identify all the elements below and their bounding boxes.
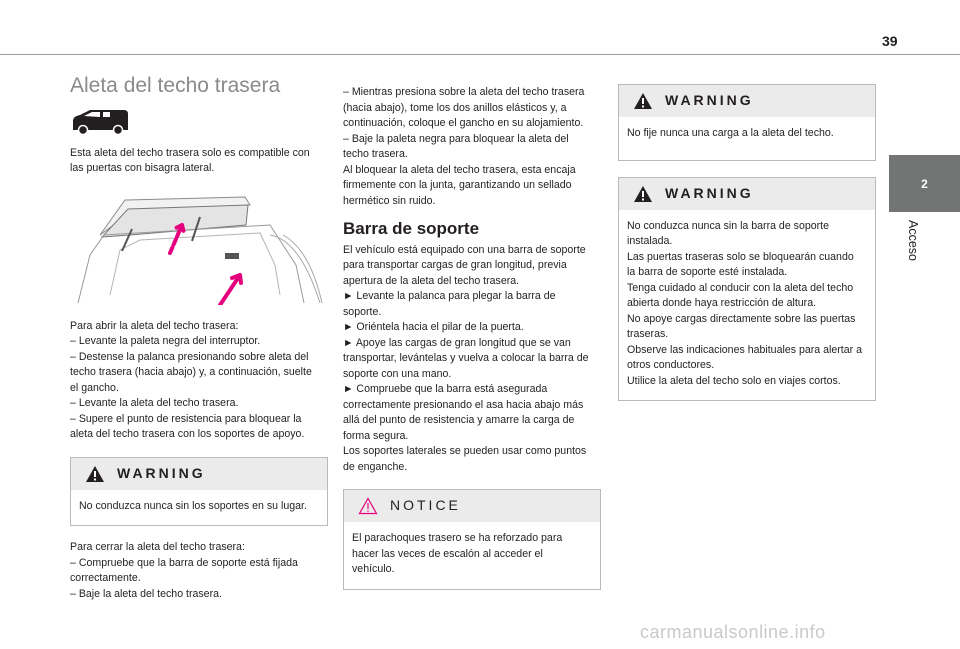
warning-body <box>619 210 875 401</box>
open-step-line: – Levante la paleta negra del interruptor. <box>70 335 261 347</box>
warning-text: No conduzca nunca sin la barra de soporte <box>627 219 829 232</box>
text-line: soporte con una mano. <box>343 367 452 380</box>
warning-label: WARNING <box>117 464 206 481</box>
warning-text: No fije nunca una carga a la aleta del techo. <box>627 127 834 139</box>
roof-flap-illustration <box>70 195 328 305</box>
notice-body <box>344 522 600 589</box>
warning-box <box>618 84 876 161</box>
chapter-tab-title: Acceso <box>906 220 920 261</box>
warning-header <box>619 178 875 210</box>
text-line: (hacia abajo), tome los dos anillos elásticos y, a <box>343 101 567 114</box>
close-step-line: correctamente. <box>70 572 141 584</box>
notice-text: vehículo. <box>352 563 395 575</box>
warning-text: Tenga cuidado al conducir con la aleta del techo <box>627 281 854 294</box>
text-line: ► Compruebe que la barra está asegurada <box>343 383 548 395</box>
warning-header <box>619 85 875 117</box>
chapter-tab[interactable] <box>889 155 960 212</box>
text-line: ► Levante la palanca para plegar la barra de <box>343 290 556 302</box>
text-line: para transportar cargas de gran longitud, previa <box>343 259 567 271</box>
open-step-line: Para abrir la aleta del techo trasera: <box>70 319 239 332</box>
notice-text: hacer las veces de escalón al acceder el <box>352 547 543 560</box>
warning-label: WARNING <box>665 184 754 201</box>
text-line: ► Apoye las cargas de gran longitud que se van <box>343 336 571 349</box>
warning-box <box>70 457 328 527</box>
close-step-line: Para cerrar la aleta del techo trasera: <box>70 541 245 553</box>
warning-text: instalada. <box>627 235 673 247</box>
open-step-line: – Destense la palanca presionando sobre aleta del <box>70 350 309 363</box>
text-line: firmemente con la junta, garantizando un sellado <box>343 179 572 191</box>
warning-icon <box>633 92 653 110</box>
text-line: Al bloquear la aleta del techo trasera, esta encaja <box>343 163 576 176</box>
warning-text: otros conductores. <box>627 359 715 371</box>
text-line: – Baje la paleta negra para bloquear la aleta del <box>343 132 569 145</box>
text-line: allá del punto de resistencia y amarre la carga de <box>343 414 575 426</box>
notice-box <box>343 489 601 590</box>
warning-text: Observe las indicaciones habituales para alertar a <box>627 343 862 356</box>
notice-text: El parachoques trasero se ha reforzado para <box>352 532 563 544</box>
text-line: continuación, coloque el gancho en su alojamiento. <box>343 117 584 129</box>
text-line: hermético sin ruido. <box>343 194 436 207</box>
warning-text: Las puertas traseras solo se bloquearán cuando <box>627 250 854 263</box>
open-step-line: techo trasera (hacia abajo) y, a continuación, suelte <box>70 366 312 378</box>
header-rule <box>0 54 960 55</box>
text-line: techo trasera. <box>343 148 408 160</box>
notice-label: NOTICE <box>390 497 461 514</box>
warning-body <box>619 117 875 160</box>
close-step-line: – Baje la aleta del techo trasera. <box>70 587 222 600</box>
warning-header <box>71 458 327 490</box>
warning-box <box>618 177 876 402</box>
notice-icon <box>358 497 378 515</box>
chapter-tab-number: 2 <box>921 176 928 191</box>
text-line: de enganche. <box>343 460 408 473</box>
van-icon <box>70 108 132 136</box>
warning-text: la barra de soporte esté instalada. <box>627 266 788 278</box>
text-line: soporte. <box>343 305 382 318</box>
text-line: forma segura. <box>343 429 409 442</box>
page-number: 39 <box>882 33 898 49</box>
column-3 <box>618 78 876 415</box>
text-line: ► Oriéntela hacia el pilar de la puerta. <box>343 321 524 333</box>
warning-text: Utilice la aleta del techo solo en viajes cortos. <box>627 374 841 387</box>
warning-icon <box>85 465 105 483</box>
open-step-line: – Supere el punto de resistencia para bloquear la <box>70 412 302 425</box>
open-step-line: el gancho. <box>70 381 119 394</box>
warning-text: No conduzca nunca sin los soportes en su lugar. <box>79 499 307 512</box>
notice-header <box>344 490 600 522</box>
intro-line: Esta aleta del techo trasera solo es compatible con <box>70 146 310 159</box>
open-step-line: aleta del techo trasera con los soportes de apoyo. <box>70 428 305 440</box>
warning-icon <box>633 185 653 203</box>
warning-label: WARNING <box>665 92 754 109</box>
text-line: transportar, levántelas y vuelva a colocar la barra de <box>343 352 589 364</box>
text-line: correctamente presionando el asa hacia abajo más <box>343 398 584 411</box>
text-line: – Mientras presiona sobre la aleta del techo trasera <box>343 86 585 98</box>
watermark: carmanualsonline.info <box>640 622 826 642</box>
column-1 <box>70 74 328 602</box>
close-step-line: – Compruebe que la barra de soporte está fijada <box>70 556 298 569</box>
warning-text: traseras. <box>627 328 669 340</box>
text-line: Los soportes laterales se pueden usar como puntos <box>343 445 587 457</box>
column-2 <box>343 85 601 604</box>
warning-text: abierta donde haya restricción de altura. <box>627 297 817 309</box>
open-step-line: – Levante la aleta del techo trasera. <box>70 397 239 409</box>
section-title: Aleta del techo trasera <box>70 74 281 97</box>
text-line: El vehículo está equipado con una barra de soporte <box>343 243 586 256</box>
warning-body <box>71 490 327 526</box>
section-heading: Barra de soporte <box>343 219 480 238</box>
text-line: apertura de la aleta del techo trasera. <box>343 274 520 287</box>
intro-line: las puertas con bisagra lateral. <box>70 162 215 174</box>
warning-text: No apoye cargas directamente sobre las puertas <box>627 312 856 325</box>
